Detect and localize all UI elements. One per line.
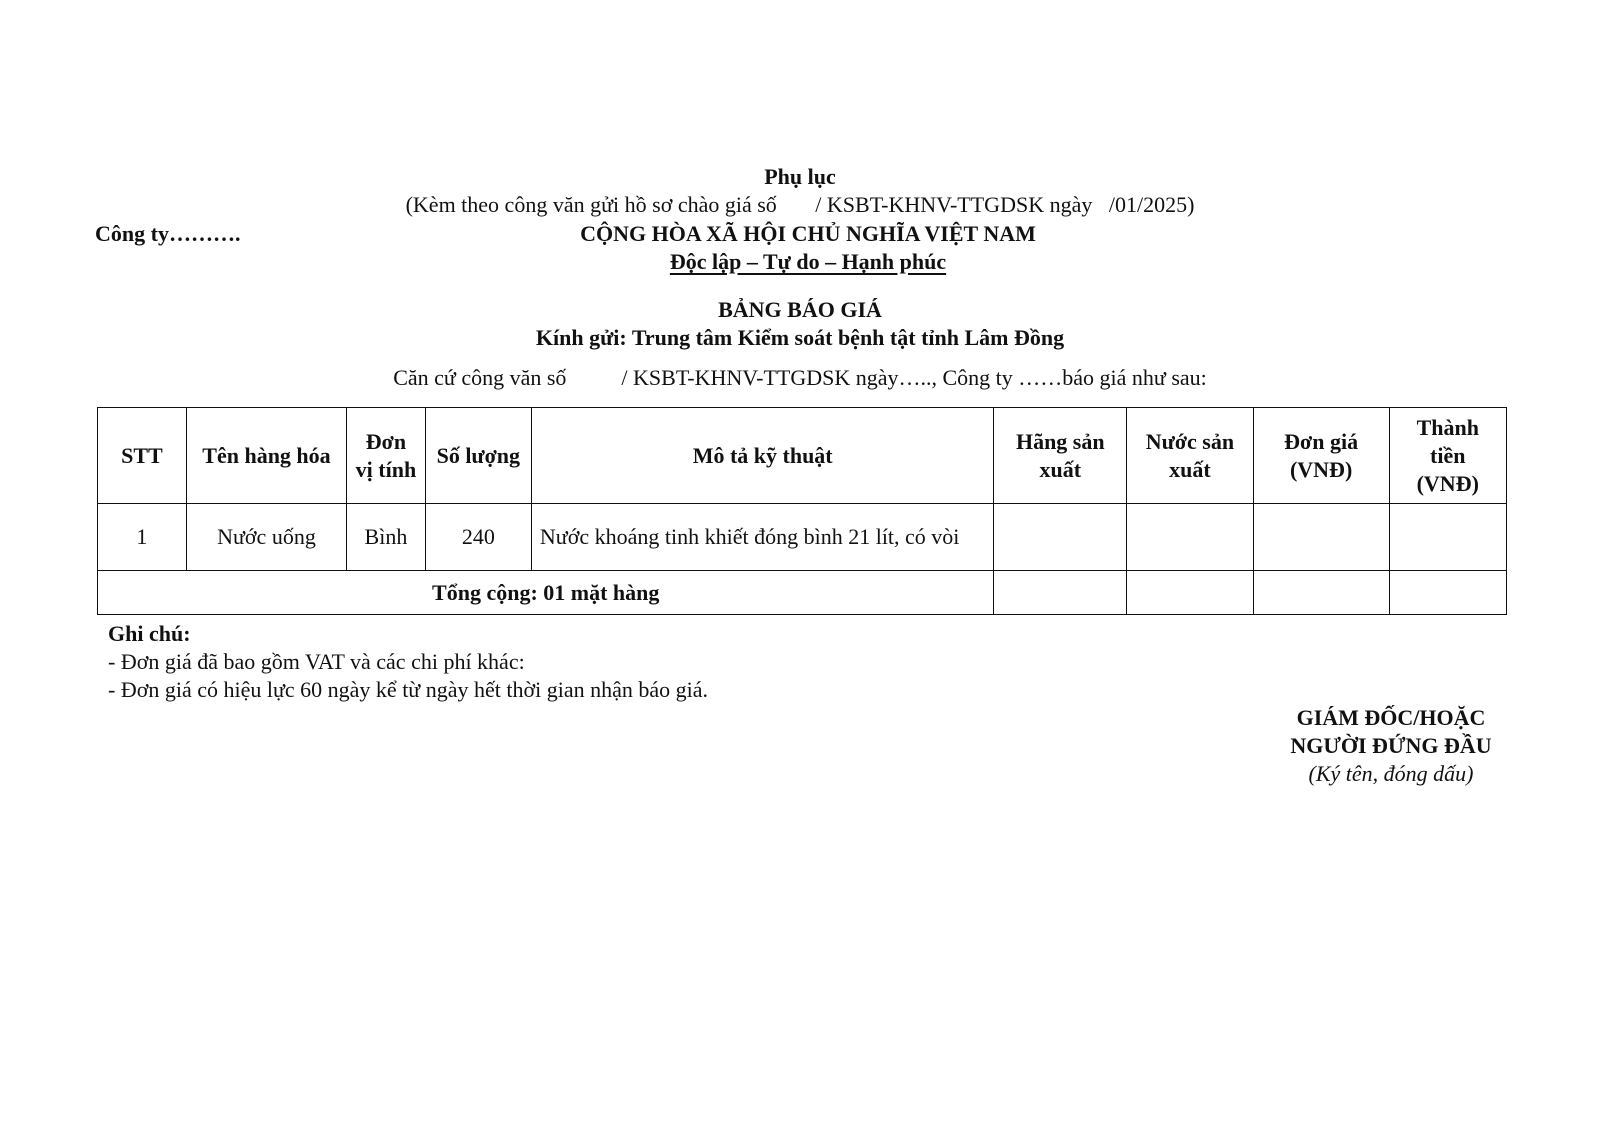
total-label: Tổng cộng: 01 mặt hàng bbox=[98, 571, 994, 615]
cell-stt: 1 bbox=[98, 504, 187, 571]
cell-quantity: 240 bbox=[425, 504, 531, 571]
header-unit-price: Đơn giá (VNĐ) bbox=[1253, 408, 1389, 504]
quote-table bbox=[97, 407, 1507, 615]
cell-unit: Bình bbox=[347, 504, 426, 571]
total-unit-price bbox=[1253, 571, 1389, 615]
cell-unit-price bbox=[1253, 504, 1389, 571]
cell-country bbox=[1127, 504, 1254, 571]
header-amount: Thành tiền (VNĐ) bbox=[1389, 408, 1506, 504]
appendix-subtitle: (Kèm theo công văn gửi hồ sơ chào giá số / KSBT-KHNV-TTGDSK ngày /01/2025) bbox=[405, 192, 1195, 217]
header-name: Tên hàng hóa bbox=[186, 408, 346, 504]
header-stt: STT bbox=[98, 408, 187, 504]
cell-manufacturer bbox=[994, 504, 1127, 571]
appendix-title: Phụ lục bbox=[764, 164, 836, 189]
signature-block bbox=[1265, 704, 1517, 788]
signature-title-line2: NGƯỜI ĐỨNG ĐẦU bbox=[1290, 733, 1492, 758]
total-country bbox=[1127, 571, 1254, 615]
national-motto bbox=[0, 248, 1600, 276]
total-row bbox=[98, 571, 1507, 615]
total-manufacturer bbox=[994, 571, 1127, 615]
total-amount bbox=[1389, 571, 1506, 615]
recipient-line: Kính gửi: Trung tâm Kiểm soát bệnh tật tỉnh Lâm Đồng bbox=[535, 325, 1065, 350]
header-description: Mô tả kỹ thuật bbox=[531, 408, 994, 504]
signature-hint: (Ký tên, đóng dấu) bbox=[1308, 761, 1474, 786]
note-item: - Đơn giá đã bao gồm VAT và các chi phí khác: bbox=[108, 649, 525, 674]
national-title: CỘNG HÒA XÃ HỘI CHỦ NGHĨA VIỆT NAM bbox=[580, 221, 1036, 246]
notes-title: Ghi chú: bbox=[108, 621, 191, 646]
motto-text: Độc lập – Tự do – Hạnh phúc bbox=[669, 249, 947, 274]
table-row bbox=[98, 504, 1507, 571]
notes bbox=[108, 620, 708, 704]
cell-description: Nước khoáng tinh khiết đóng bình 21 lít, có vòi bbox=[531, 504, 994, 571]
quote-title: BẢNG BÁO GIÁ bbox=[718, 297, 882, 322]
company-name: Công ty………. bbox=[95, 221, 241, 246]
header-quantity: Số lượng bbox=[425, 408, 531, 504]
header-manufacturer: Hãng sản xuất bbox=[994, 408, 1127, 504]
signature-title-line1: GIÁM ĐỐC/HOẶC bbox=[1296, 705, 1486, 730]
basis-line: Căn cứ công văn số / KSBT-KHNV-TTGDSK ngày….., Công ty ……báo giá như sau: bbox=[393, 365, 1207, 390]
cell-amount bbox=[1389, 504, 1506, 571]
header-country: Nước sản xuất bbox=[1127, 408, 1254, 504]
table-header-row bbox=[98, 408, 1507, 504]
cell-name: Nước uống bbox=[186, 504, 346, 571]
header-unit: Đơn vị tính bbox=[347, 408, 426, 504]
note-item: - Đơn giá có hiệu lực 60 ngày kể từ ngày hết thời gian nhận báo giá. bbox=[108, 677, 709, 702]
